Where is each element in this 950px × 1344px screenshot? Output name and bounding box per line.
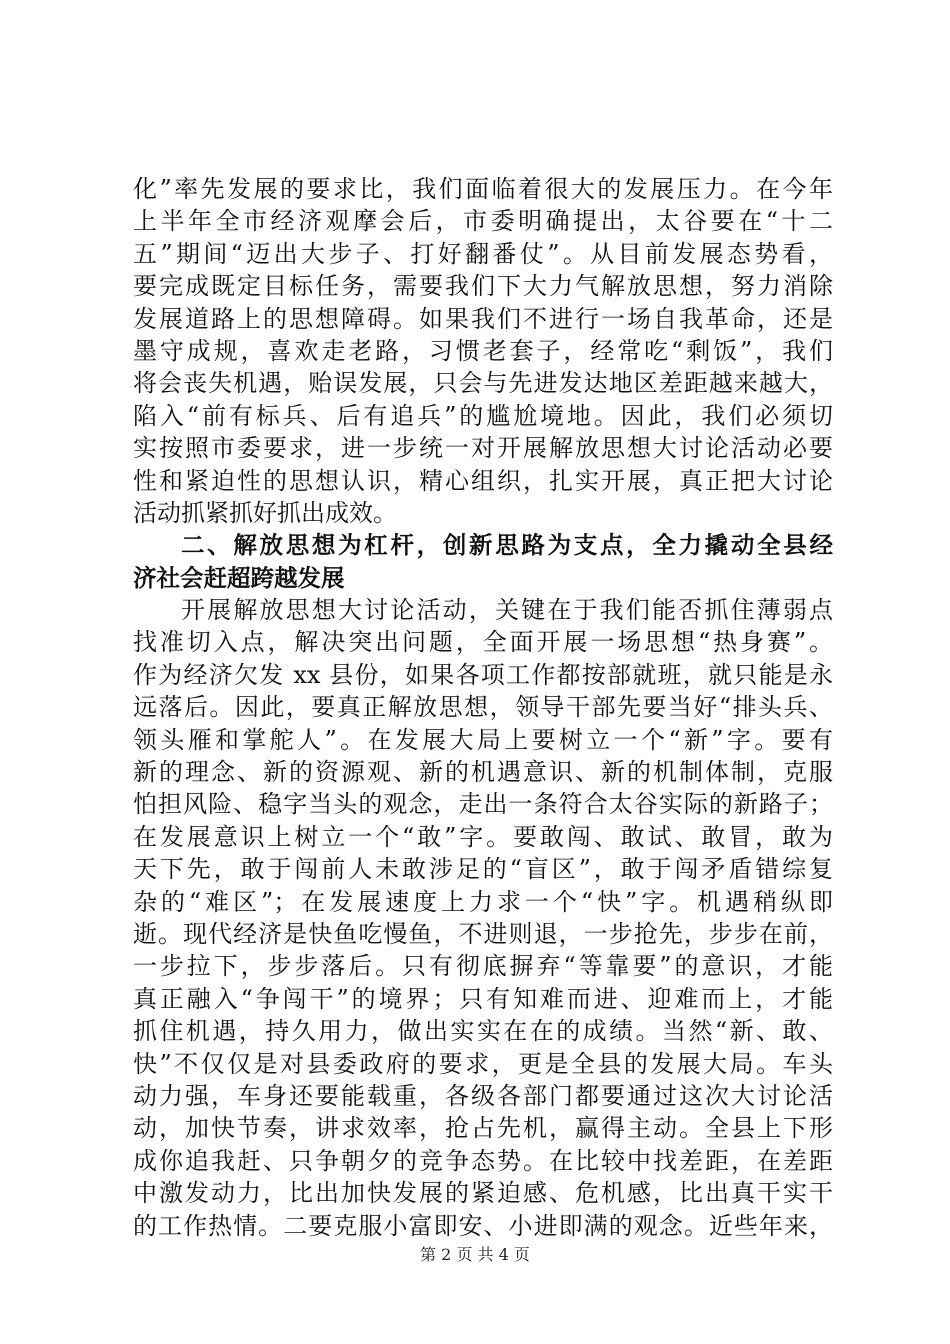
text-line: 中激发动力，比出加快发展的紧迫感、危机感，比出真干实干 <box>133 1179 833 1208</box>
page-number: 第 2 页 共 4 页 <box>420 1245 530 1264</box>
text-line: 的工作热情。二要克服小富即安、小进即满的观念。近些年来， <box>133 1211 833 1240</box>
text-line: 逝。现代经济是快鱼吃慢鱼，不进则退，一步抢先，步步在前， <box>133 919 833 948</box>
text-line: 天下先，敢于闯前人未敢涉足的“盲区”，敢于闯矛盾错综复 <box>133 855 833 884</box>
text-line: 成你追我赶、只争朝夕的竞争态势。在比较中找差距，在差距 <box>133 1146 833 1175</box>
text-line: 要完成既定目标任务，需要我们下大力气解放思想，努力消除 <box>133 272 833 301</box>
text-line: 化”率先发展的要求比，我们面临着很大的发展压力。在今年 <box>133 175 833 203</box>
text-line: 在发展意识上树立一个“敢”字。要敢闯、敢试、敢冒，敢为 <box>133 822 833 851</box>
section-heading <box>133 529 833 594</box>
paragraph-2 <box>133 594 833 1242</box>
text-line: 抓住机遇，持久用力，做出实实在在的成绩。当然“新、敢、 <box>133 1017 833 1046</box>
text-line: 实按照市委要求，进一步统一对开展解放思想大讨论活动必要 <box>133 434 833 463</box>
text-line: 性和紧迫性的思想认识，精心组织，扎实开展，真正把大讨论 <box>133 466 833 495</box>
text-line: 领头雁和掌舵人”。在发展大局上要树立一个“新”字。要有 <box>133 725 833 754</box>
text-line: 陷入“前有标兵、后有追兵”的尴尬境地。因此，我们必须切 <box>133 401 833 430</box>
text-line: 远落后。因此，要真正解放思想，领导干部先要当好“排头兵、 <box>133 693 833 722</box>
text-line: 动力强，车身还要能载重，各级各部门都要通过这次大讨论活 <box>133 1081 833 1110</box>
text-line: 活动抓紧抓好抓出成效。 <box>133 498 397 527</box>
text-line: 发展道路上的思想障碍。如果我们不进行一场自我革命，还是 <box>133 304 833 333</box>
text-line: 动，加快节奏，讲求效率，抢占先机，赢得主动。全县上下形 <box>133 1114 833 1143</box>
heading-line: 二、解放思想为杠杆，创新思路为支点，全力撬动全县经 <box>181 531 833 560</box>
text-line: 找准切入点，解决突出问题，全面开展一场思想“热身赛”。 <box>133 628 833 657</box>
text-line: 上半年全市经济观摩会后，市委明确提出，太谷要在“十二 <box>133 207 833 236</box>
text-line: 开展解放思想大讨论活动，关键在于我们能否抓住薄弱点 <box>181 596 833 625</box>
heading-line: 济社会赶超跨越发展 <box>133 563 345 592</box>
text-line: 作为经济欠发 xx 县份，如果各项工作都按部就班，就只能是永 <box>133 660 833 689</box>
body-text <box>133 173 833 1242</box>
text-line: 将会丧失机遇，贻误发展，只会与先进发达地区差距越来越大， <box>133 369 833 398</box>
text-line: 新的理念、新的资源观、新的机遇意识、新的机制体制，克服 <box>133 758 833 787</box>
text-line: 墨守成规，喜欢走老路，习惯老套子，经常吃“剩饭”，我们 <box>133 336 833 365</box>
text-line: 五”期间“迈出大步子、打好翻番仗”。从目前发展态势看， <box>133 239 833 268</box>
paragraph-1 <box>133 173 833 529</box>
text-line: 一步拉下，步步落后。只有彻底摒弃“等靠要”的意识，才能 <box>133 952 833 981</box>
text-line: 杂的“难区”；在发展速度上力求一个“快”字。机遇稍纵即 <box>133 887 833 916</box>
text-line: 快”不仅仅是对县委政府的要求，更是全县的发展大局。车头 <box>133 1049 833 1078</box>
text-line: 怕担风险、稳字当头的观念，走出一条符合太谷实际的新路子； <box>133 790 833 819</box>
text-line: 真正融入“争闯干”的境界；只有知难而进、迎难而上，才能 <box>133 984 833 1013</box>
